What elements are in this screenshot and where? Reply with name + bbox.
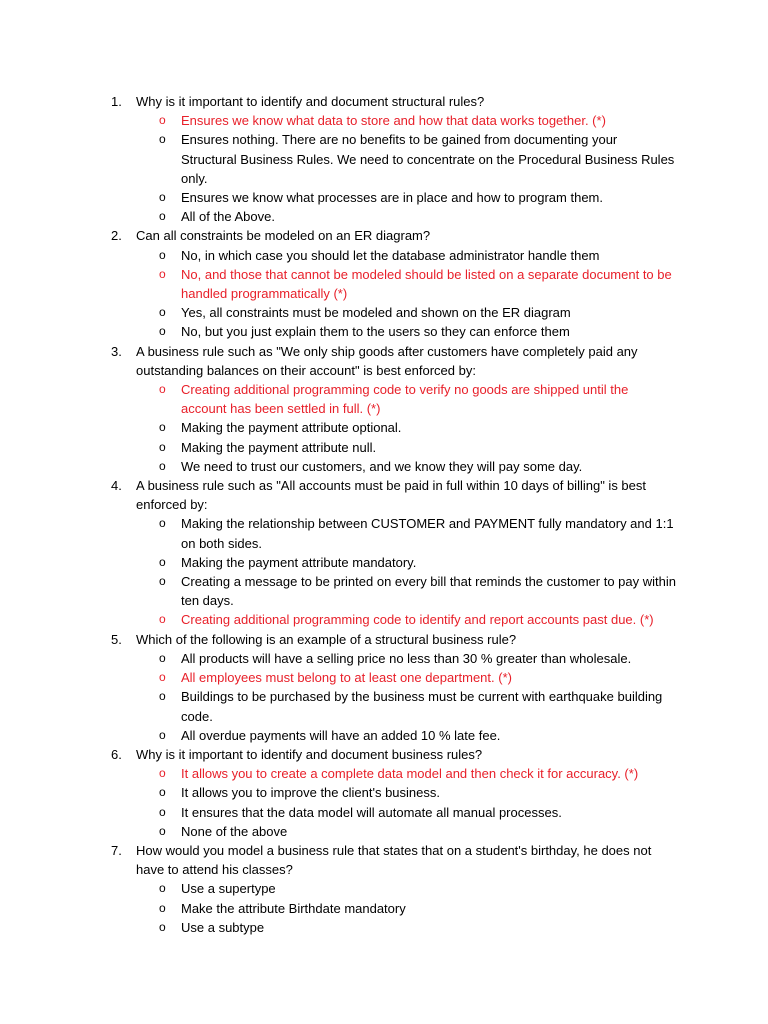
option-list — [0, 380, 768, 476]
answer-option — [0, 553, 768, 572]
correct-answer-option — [0, 380, 768, 418]
option-list — [0, 879, 768, 937]
answer-option — [0, 303, 768, 322]
question-number: 1. — [111, 94, 122, 109]
option-text: Making the payment attribute null. — [181, 439, 377, 455]
question-text: A business rule such as "We only ship goods after customers have completely paid any outstanding balances on their account" is best enforced by: — [136, 343, 638, 378]
circle-bullet-icon: o — [159, 612, 166, 627]
question-number: 4. — [111, 478, 122, 494]
answer-option — [0, 803, 768, 822]
correct-answer-option — [0, 111, 768, 130]
circle-bullet-icon: o — [159, 554, 166, 569]
correct-answer-option — [0, 668, 768, 687]
circle-bullet-icon: o — [159, 881, 166, 896]
circle-bullet-icon: o — [159, 324, 166, 339]
option-list — [0, 111, 768, 226]
circle-bullet-icon: o — [159, 516, 166, 531]
circle-bullet-icon: o — [159, 190, 166, 205]
answer-option — [0, 649, 768, 668]
option-text: Making the relationship between CUSTOMER and PAYMENT fully mandatory and 1:1 on both sides. — [181, 516, 674, 551]
question-number: 7. — [111, 842, 122, 858]
answer-option — [0, 726, 768, 745]
answer-option — [0, 246, 768, 265]
option-list — [0, 764, 768, 841]
circle-bullet-icon: o — [159, 689, 166, 704]
question-item — [0, 226, 768, 341]
correct-answer-option — [0, 265, 768, 303]
option-text: Ensures we know what data to store and how that data works together. (*) — [181, 113, 606, 129]
option-text: All products will have a selling price no less than 30 % greater than wholesale. — [181, 650, 632, 666]
question-item — [0, 745, 768, 841]
circle-bullet-icon: o — [159, 670, 166, 685]
question-item — [0, 342, 768, 476]
option-text: Making the payment attribute optional. — [181, 420, 402, 436]
question-text: Which of the following is an example of a structural business rule? — [136, 631, 517, 647]
option-text: Creating a message to be printed on every bill that reminds the customer to pay within ten days. — [181, 574, 676, 609]
option-text: It allows you to create a complete data model and then check it for accuracy. (*) — [181, 766, 639, 782]
answer-option — [0, 130, 768, 188]
answer-option — [0, 207, 768, 226]
circle-bullet-icon: o — [159, 132, 166, 147]
question-text: How would you model a business rule that states that on a student's birthday, he does not have to attend his classes? — [136, 842, 652, 878]
circle-bullet-icon: o — [159, 650, 166, 665]
question-number: 2. — [111, 228, 122, 244]
option-list — [0, 246, 768, 342]
answer-option — [0, 899, 768, 918]
answer-option — [0, 783, 768, 802]
answer-option — [0, 918, 768, 937]
option-text: It allows you to improve the client's business. — [181, 785, 440, 801]
option-text: Make the attribute Birthdate mandatory — [181, 900, 406, 916]
question-number: 5. — [111, 631, 122, 647]
circle-bullet-icon: o — [159, 458, 166, 473]
circle-bullet-icon: o — [159, 574, 166, 589]
circle-bullet-icon: o — [159, 439, 166, 454]
option-text: Buildings to be purchased by the business must be current with earthquake building code. — [181, 689, 663, 724]
question-text: A business rule such as "All accounts must be paid in full within 10 days of billing" is best enforced by: — [136, 478, 646, 513]
answer-option — [0, 418, 768, 437]
question-text: Why is it important to identify and document business rules? — [136, 746, 483, 762]
question-item — [0, 630, 768, 745]
option-text: Use a supertype — [181, 881, 276, 897]
option-text: Creating additional programming code to verify no goods are shipped until the account has been settled in full. (*) — [181, 382, 629, 417]
circle-bullet-icon: o — [159, 209, 166, 224]
answer-option — [0, 822, 768, 841]
circle-bullet-icon: o — [159, 823, 166, 838]
circle-bullet-icon: o — [159, 804, 166, 819]
option-text: All of the Above. — [181, 209, 275, 225]
circle-bullet-icon: o — [159, 382, 166, 397]
option-text: Creating additional programming code to identify and report accounts past due. (*) — [181, 612, 654, 628]
circle-bullet-icon: o — [159, 900, 166, 915]
question-list — [0, 92, 768, 937]
option-text: Ensures nothing. There are no benefits to be gained from documenting your Structural Business Rules. We need to concentrate on the Procedural Business Rules only. — [181, 132, 675, 186]
option-text: All employees must belong to at least one department. (*) — [181, 670, 512, 686]
option-text: All overdue payments will have an added 10 % late fee. — [181, 727, 501, 743]
question-item — [0, 476, 768, 630]
correct-answer-option — [0, 764, 768, 783]
option-text: Ensures we know what processes are in place and how to program them. — [181, 190, 603, 206]
answer-option — [0, 457, 768, 476]
option-text: No, in which case you should let the database administrator handle them — [181, 247, 600, 263]
answer-option — [0, 514, 768, 552]
option-text: No, and those that cannot be modeled should be listed on a separate document to be handled programmatically (*) — [181, 266, 672, 302]
option-text: It ensures that the data model will automate all manual processes. — [181, 804, 562, 820]
option-text: Use a subtype — [181, 919, 265, 935]
option-text: None of the above — [181, 823, 288, 839]
circle-bullet-icon: o — [159, 266, 166, 281]
answer-option — [0, 687, 768, 725]
option-text: We need to trust our customers, and we know they will pay some day. — [181, 458, 583, 474]
question-number: 3. — [111, 343, 122, 359]
option-list — [0, 649, 768, 745]
answer-option — [0, 572, 768, 610]
answer-option — [0, 438, 768, 457]
correct-answer-option — [0, 610, 768, 629]
question-text: Why is it important to identify and document structural rules? — [136, 94, 485, 109]
question-text: Can all constraints be modeled on an ER diagram? — [136, 228, 431, 244]
answer-option — [0, 188, 768, 207]
option-text: Making the payment attribute mandatory. — [181, 554, 417, 570]
option-list — [0, 514, 768, 629]
circle-bullet-icon: o — [159, 247, 166, 262]
circle-bullet-icon: o — [159, 305, 166, 320]
circle-bullet-icon: o — [159, 919, 166, 934]
answer-option — [0, 322, 768, 341]
circle-bullet-icon: o — [159, 727, 166, 742]
circle-bullet-icon: o — [159, 785, 166, 800]
question-item — [0, 841, 768, 937]
question-number: 6. — [111, 746, 122, 762]
answer-option — [0, 879, 768, 898]
circle-bullet-icon: o — [159, 420, 166, 435]
circle-bullet-icon: o — [159, 113, 166, 128]
option-text: Yes, all constraints must be modeled and shown on the ER diagram — [181, 305, 571, 321]
question-item — [0, 92, 768, 226]
circle-bullet-icon: o — [159, 766, 166, 781]
option-text: No, but you just explain them to the users so they can enforce them — [181, 324, 570, 340]
